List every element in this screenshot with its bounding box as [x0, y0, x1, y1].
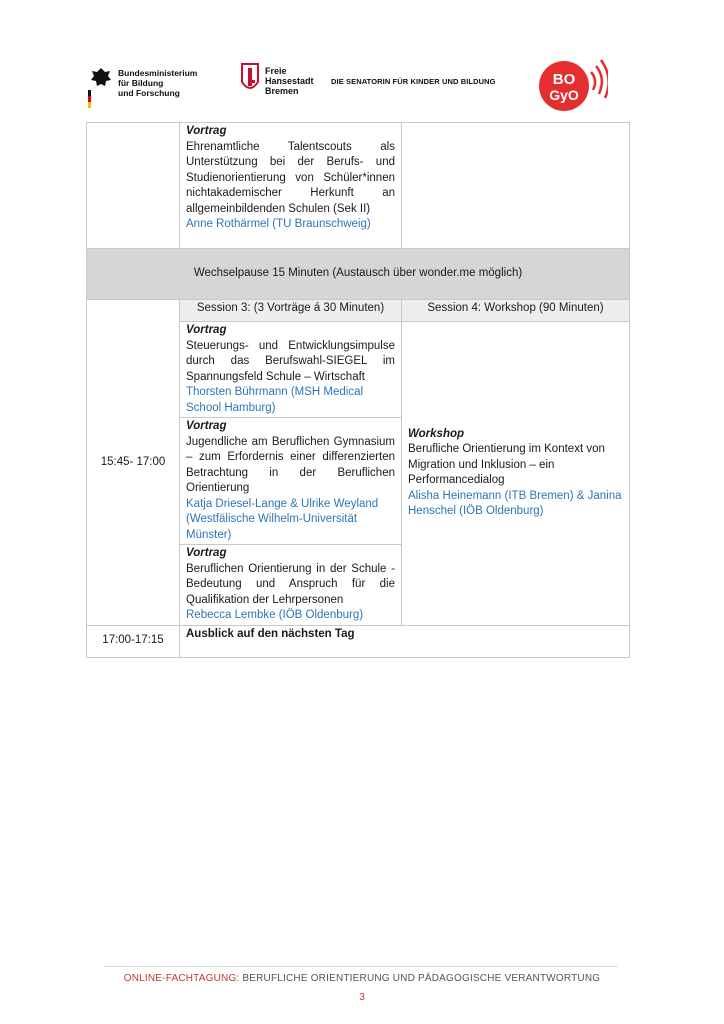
- talk-speaker: Katja Driesel-Lange & Ulrike Weyland (Westfälische Wilhelm-Universität Münster): [186, 497, 379, 541]
- header-logos: [0, 50, 724, 120]
- talk-cell: [180, 545, 402, 626]
- table-row: [87, 625, 630, 657]
- talk-cell: [180, 418, 402, 545]
- talk-speaker: Anne Rothärmel (TU Braunschweig): [186, 218, 371, 230]
- federal-eagle-icon: [88, 64, 114, 108]
- empty-cell: [402, 123, 630, 249]
- talk-kind: Vortrag: [186, 547, 227, 559]
- talk-title: Ehrenamtliche Talentscouts als Unterstützung bei der Berufs- und Studienorientierung von Schüler*innen nichtakademischer Herkunft an allgemeinbildenden Schulen (Sek II): [186, 140, 395, 215]
- footer-divider: [104, 966, 618, 967]
- talk-title: Beruflichen Orientierung in der Schule - Bedeutung und Anspruch für die Qualifikation der Lehrpersonen: [186, 562, 395, 606]
- talk-kind: Vortrag: [186, 125, 227, 137]
- bmbf-name: Bundesministerium für Bildung und Forschung: [118, 68, 198, 98]
- talk-kind: Vortrag: [186, 420, 227, 432]
- time-cell-empty: [87, 123, 180, 249]
- talk-title: Jugendliche am Beruflichen Gymnasium – zum Erfordernis einer differenzierten Betrachtung in der Beruflichen Orientierung: [186, 435, 395, 494]
- session-header-row: [87, 300, 630, 322]
- talk-title: Steuerungs- und Entwicklungsimpulse durch das Berufswahl-SIEGEL im Spannungsfeld Schule – Wirtschaft: [186, 339, 395, 383]
- workshop-title: Berufliche Orientierung im Kontext von Migration und Inklusion – ein Performancedialog: [408, 443, 605, 487]
- footer: [0, 973, 724, 984]
- workshop-kind: Workshop: [408, 427, 465, 440]
- session4-header: Session 4: Workshop (90 Minuten): [402, 300, 630, 322]
- workshop-speaker: Alisha Heinemann (ITB Bremen) & Janina Henschel (IÖB Oldenburg): [408, 489, 622, 518]
- time-slot: 17:00-17:15: [87, 625, 180, 657]
- pause-row: [87, 249, 630, 300]
- talk-speaker: Rebecca Lembke (IÖB Oldenburg): [186, 609, 364, 621]
- table-row: [87, 123, 630, 249]
- svg-text:GyO: GyO: [549, 87, 579, 103]
- footer-label: ONLINE-FACHTAGUNG: [123, 973, 237, 984]
- workshop-cell: [402, 322, 630, 626]
- outlook-cell: Ausblick auf den nächsten Tag: [180, 625, 630, 657]
- talk-cell: [180, 322, 402, 418]
- time-slot: 15:45- 17:00: [87, 300, 180, 626]
- talk-cell: [180, 123, 402, 249]
- footer-title: : BERUFLICHE ORIENTIERUNG UND PÄDAGOGISCHE VERANTWORTUNG: [236, 973, 601, 984]
- senatorin-label: DIE SENATORIN FÜR KINDER UND BILDUNG: [331, 77, 496, 86]
- bremen-name: Freie Hansestadt Bremen: [265, 66, 314, 96]
- pause-cell: Wechselpause 15 Minuten (Austausch über wonder.me möglich): [87, 249, 630, 300]
- bogyo-logo: [536, 56, 608, 116]
- talk-kind: Vortrag: [186, 324, 227, 336]
- svg-text:BO: BO: [552, 71, 576, 88]
- program-table: [86, 122, 630, 658]
- talk-speaker: Thorsten Bührmann (MSH Medical School Hamburg): [186, 386, 364, 414]
- session3-header: Session 3: (3 Vorträge á 30 Minuten): [180, 300, 402, 322]
- bremen-key-icon: [238, 62, 262, 96]
- page-number: 3: [359, 992, 365, 1003]
